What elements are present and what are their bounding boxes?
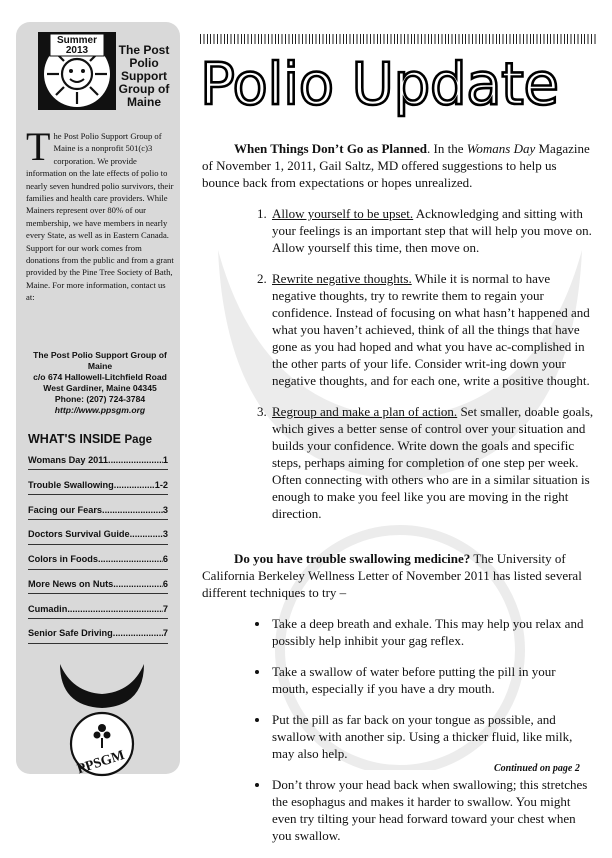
org-name-line: Group of (118, 82, 170, 96)
list-item (270, 205, 594, 256)
step-title: Rewrite negative thoughts. (272, 271, 412, 286)
toc-label: Facing our Fears (28, 504, 103, 515)
steps-list (202, 205, 594, 522)
issue-badge (54, 36, 100, 56)
step-text: Acknowledging and sitting with your feelings is an important step that will help you move on. Allow yourself this time, then move on. (272, 206, 592, 255)
toc-label: Colors in Foods (28, 554, 98, 565)
toc-label: Trouble Swallowing (28, 479, 114, 490)
toc-page: 6 (162, 554, 168, 565)
toc-item-womans-day[interactable] (28, 454, 168, 467)
org-name-line: Maine (126, 95, 161, 109)
continued-note[interactable]: Continued on page 2 (494, 763, 580, 774)
toc-label: Cumadin (28, 603, 68, 614)
toc-divider (28, 519, 168, 520)
toc-leader (108, 454, 163, 467)
toc-leader (113, 578, 163, 591)
newsletter-title: Polio Update (200, 50, 559, 118)
table-of-contents (28, 454, 168, 652)
list-item: • Take a deep breath and exhale. This may help you relax and possibly help inhibit your gag reflex. (270, 615, 594, 649)
step-title: Allow yourself to be upset. (272, 206, 414, 221)
contact-block (26, 350, 174, 416)
sidebar (16, 22, 180, 778)
toc-leader (130, 528, 163, 541)
toc-leader (113, 627, 163, 640)
toc-page: 7 (162, 628, 168, 639)
contact-address: c/o 674 Hallowell-Litchfield Road (33, 372, 167, 382)
toc-page: 3 (162, 529, 168, 540)
toc-divider (28, 618, 168, 619)
toc-page: 7 (162, 603, 168, 614)
toc-item-fears[interactable] (28, 504, 168, 517)
contact-city: West Gardiner, Maine 04345 (43, 383, 157, 393)
toc-divider (28, 494, 168, 495)
whats-inside-title: WHAT'S INSIDE (28, 432, 122, 446)
toc-item-nuts[interactable] (28, 578, 168, 591)
article-source: Womans Day (466, 141, 536, 156)
article-heading: Do you have trouble swallowing medicine? (234, 551, 471, 566)
toc-label: Womans Day 2011 (28, 455, 109, 465)
toc-page: 6 (162, 578, 168, 589)
website-link[interactable]: http://www.ppsgm.org (54, 405, 146, 415)
tips-list (202, 615, 594, 844)
toc-page: 1 (162, 455, 168, 465)
toc-divider (28, 643, 168, 644)
toc-page: 1-2 (154, 479, 168, 490)
toc-leader (114, 479, 155, 492)
intro-text: he Post Polio Support Group of Maine is a nonprofit 501(c)3 corporation. We provide information on the late effects of polio to nearly seven hundred polio survivors, their families and health care providers. While Mainers represent over 80% of our membership, we have members in nearly every State, as well as in Eastern Canada. Support for our work comes from donations from the public and from a grant provided by the Pine Tree Society of Bath, Maine. For more information, contact us at: (26, 131, 174, 303)
article-heading: When Things Don’t Go as Planned (234, 141, 428, 156)
list-item (270, 270, 594, 389)
whats-inside-heading (28, 432, 152, 446)
logo-text: PPSGM (75, 747, 127, 778)
list-item: • Put the pill as far back on your tongue as possible, and swallow with another sip. Using a thicker fluid, like milk, may also help. (270, 711, 594, 762)
main-content (202, 140, 594, 858)
step-title: Regroup and make a plan of action. (272, 404, 458, 419)
org-name (118, 44, 170, 109)
toc-label: Senior Safe Driving (28, 628, 113, 639)
contact-phone: Phone: (207) 724-3784 (54, 394, 146, 404)
toc-leader (67, 603, 163, 616)
toc-leader (98, 553, 163, 566)
toc-item-cumadin[interactable] (28, 603, 168, 616)
org-name-line: Support (121, 69, 167, 83)
toc-label: More News on Nuts (28, 578, 114, 589)
issue-season: Summer (56, 35, 97, 46)
article-womans-day-intro (202, 140, 594, 191)
org-name-line: Polio (129, 56, 159, 70)
toc-divider (28, 593, 168, 594)
step-text: While it is normal to have negative thoughts, try to rewrite them to regain your confidence. Instead of focusing on what hasn’t happened and what you haven’t achieved, think of all the things that have gone as you had hoped and what you have ac-complished in the other parts of your life. Consider writ-ing down your negative thoughts, and for each one, write a positive thought. (272, 271, 590, 388)
toc-divider (28, 544, 168, 545)
list-item (270, 403, 594, 522)
toc-divider (28, 469, 168, 470)
article-text: The University of California Berkeley Wellness Letter of November 2011 has listed several different techniques to try – (202, 551, 582, 600)
toc-item-driving[interactable] (28, 627, 168, 640)
toc-item-colors[interactable] (28, 553, 168, 566)
article-text: Magazine of November 1, 2011, Gail Saltz, MD offered suggestions to help us bounce back from expectations or hopes unrealized. (202, 141, 590, 190)
article-swallowing-intro (202, 550, 594, 601)
issue-year: 2013 (65, 45, 89, 56)
step-text: Set smaller, doable goals, which gives a better sense of control over your situation and builds your confidence. Write down the goals and specific steps, perhaps aiming for completion of one step per week. Often connecting with others who are in a similar situation is enough to make you feel like you are moving in the right direction. (272, 404, 594, 521)
article-text: . In the (427, 141, 467, 156)
toc-leader (102, 504, 163, 517)
list-item: • Don’t throw your head back when swallowing; this stretches the esophagus and makes it harder to swallow. You might even try tilting your head forward toward your chest when you swallow. (270, 776, 594, 844)
intro-paragraph (26, 124, 174, 304)
toc-label: Doctors Survival Guide (28, 529, 130, 540)
toc-divider (28, 569, 168, 570)
ppsgm-logo-icon (52, 662, 152, 778)
list-item: • Take a swallow of water before putting the pill in your mouth, especially if you have a dry mouth. (270, 663, 594, 697)
toc-item-swallowing[interactable] (28, 479, 168, 492)
whats-inside-page-label: Page (124, 434, 153, 446)
masthead (38, 32, 168, 128)
toc-item-doctors[interactable] (28, 528, 168, 541)
drop-cap: T (26, 124, 51, 169)
header-rule (200, 34, 596, 44)
org-name-line: The Post (118, 43, 170, 57)
toc-page: 3 (162, 504, 168, 515)
contact-org: The Post Polio Support Group of Maine (33, 350, 167, 371)
